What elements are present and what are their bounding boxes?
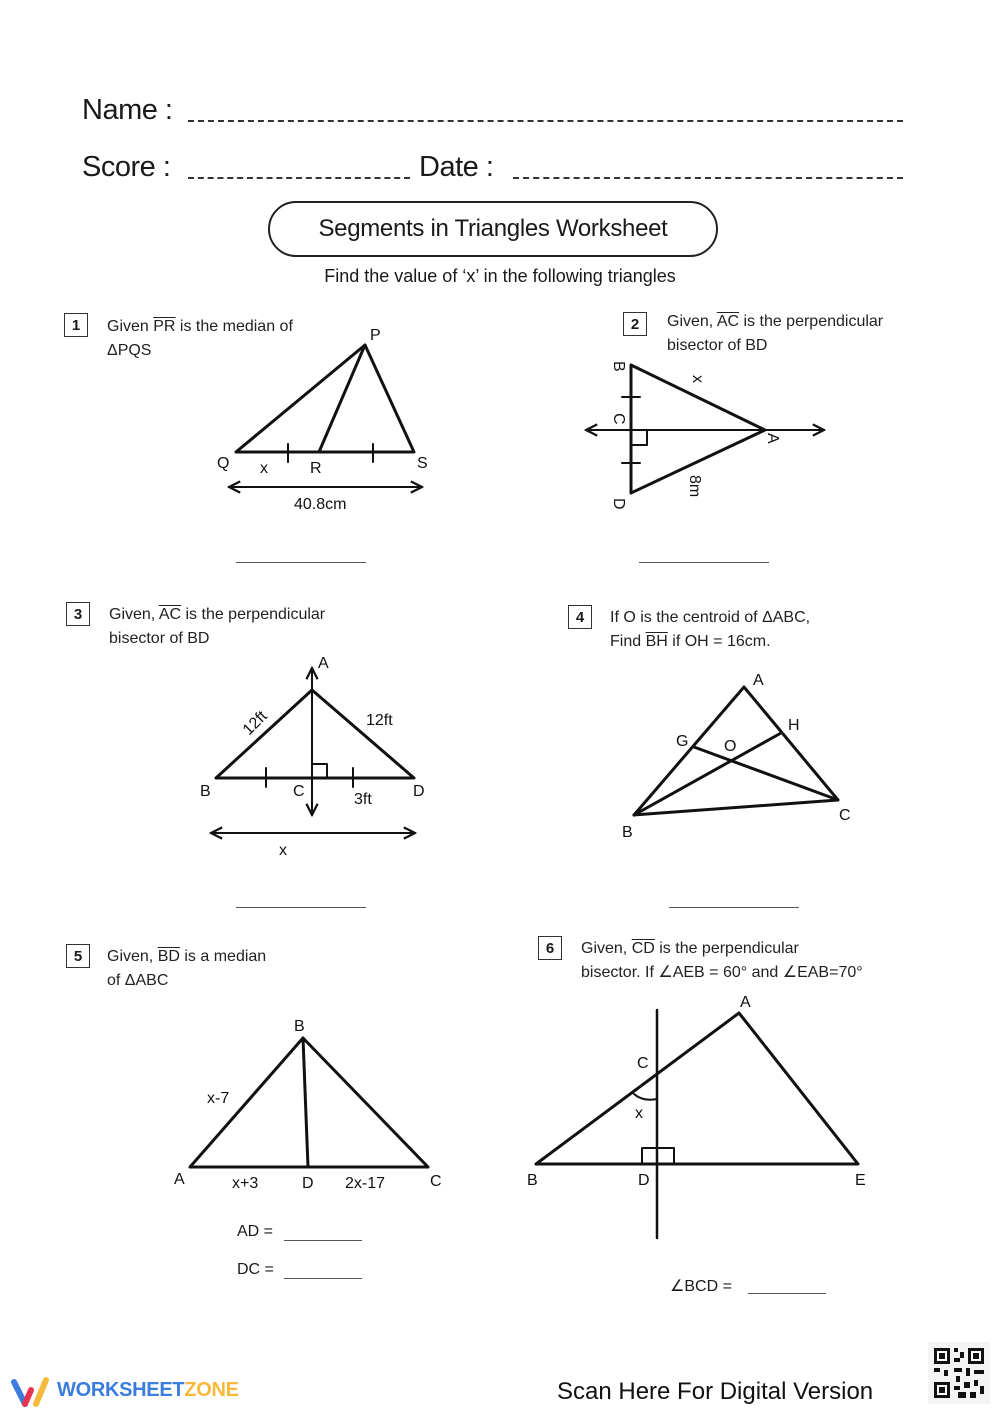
q1-text-post: is the median of [175, 318, 293, 335]
name-label: Name : [82, 94, 173, 126]
q3-label-c: C [293, 783, 305, 800]
question-6-text [581, 937, 863, 985]
ad-answer-line[interactable] [284, 1240, 362, 1241]
name-field[interactable] [188, 120, 903, 122]
q1-label-s: S [417, 455, 428, 472]
q5-label-dc: 2x-17 [345, 1175, 386, 1192]
q2-text-pre: Given, [667, 313, 717, 330]
q3-label-x: x [279, 842, 287, 859]
q6-label-d: D [638, 1172, 650, 1189]
triangle-bad [586, 365, 824, 493]
q4-text-pre: Find [610, 633, 646, 650]
q6-label-a: A [740, 994, 751, 1011]
q3-segment: $\overline{AC}$ [158, 606, 182, 623]
dc-answer-line[interactable] [284, 1278, 362, 1279]
q6-text-post: is the perpendicular [654, 940, 799, 957]
question-number-6: 6 [538, 936, 562, 960]
q4-text-post: if OH = 16cm. [667, 633, 771, 650]
instruction: Find the value of ‘x’ in the following triangles [324, 266, 676, 286]
question-4-text [610, 606, 810, 654]
q5-label-d: D [302, 1175, 314, 1192]
q1-label-x: x [260, 460, 268, 477]
brand-part2: ZONE [184, 1379, 239, 1401]
scan-text: Scan Here For Digital Version [557, 1378, 874, 1405]
q6-label-x: x [635, 1105, 643, 1122]
q1-text-line2: ΔPQS [107, 342, 152, 359]
brand-part1: WORKSHEET [57, 1379, 185, 1401]
q5-label-b: B [294, 1018, 305, 1035]
q6-label-e: E [855, 1172, 866, 1189]
triangle-abc-centroid [634, 687, 838, 815]
date-field[interactable] [513, 177, 903, 179]
q3-label-b: B [200, 783, 211, 800]
dc-answer-label: DC = [237, 1261, 274, 1278]
q3-label-ad: 12ft [366, 712, 393, 729]
q1-label-p: P [370, 327, 381, 344]
date-label: Date : [419, 151, 494, 183]
question-number-2: 2 [623, 312, 647, 336]
q4-segment: $\overline{BH}$ [645, 633, 668, 650]
q1-label-r: R [310, 460, 322, 477]
q5-segment: $\overline{BD}$ [157, 948, 180, 965]
q4-label-h: H [788, 717, 800, 734]
q3-text-post: is the perpendicular [181, 606, 326, 623]
q2-label-b: B [610, 361, 627, 372]
q5-text-pre: Given, [107, 948, 158, 965]
q3-label-cd: 3ft [354, 791, 372, 808]
q2-label-c: C [610, 413, 627, 425]
question-number-1: 1 [64, 313, 88, 337]
answer-line-1[interactable] [236, 562, 366, 563]
q2-segment: $\overline{AC}$ [716, 313, 740, 330]
q2-label-a: A [764, 433, 781, 444]
q2-label-x: x [689, 375, 706, 383]
q3-label-ab: 12ft [239, 707, 271, 739]
worksheet-title: Segments in Triangles Worksheet [268, 201, 718, 257]
score-field[interactable] [188, 177, 410, 179]
q5-label-c: C [430, 1173, 442, 1190]
q4-label-b: B [622, 824, 633, 841]
brand-name[interactable] [57, 1379, 239, 1402]
q1-text-pre: Given [107, 318, 154, 335]
triangle-abd [211, 668, 415, 833]
question-number-5: 5 [66, 944, 90, 968]
question-1-text [107, 315, 293, 363]
answer-line-4[interactable] [669, 907, 799, 908]
answer-line-3[interactable] [236, 907, 366, 908]
question-2-text [667, 310, 883, 358]
ad-answer-label: AD = [237, 1223, 274, 1240]
q2-text-line2: bisector of BD [667, 337, 768, 354]
question-3-text [109, 603, 325, 651]
q5-label-a: A [174, 1171, 185, 1188]
q5-label-ad: x+3 [232, 1175, 259, 1192]
q1-label-length: 40.8cm [294, 496, 347, 513]
q6-label-b: B [527, 1172, 538, 1189]
q6-label-c: C [637, 1055, 649, 1072]
q3-label-a: A [318, 655, 329, 672]
q6-text-pre: Given, [581, 940, 632, 957]
triangle-abc-median [190, 1038, 428, 1167]
q3-text-line2: bisector of BD [109, 630, 210, 647]
q6-segment: $\overline{CD}$ [631, 940, 655, 957]
q4-label-c: C [839, 807, 851, 824]
question-number-4: 4 [568, 605, 592, 629]
triangle-pqs [229, 345, 422, 487]
q5-text-line2: of ΔABC [107, 972, 169, 989]
q6-text-line2: bisector. If ∠AEB = 60° and ∠EAB=70° [581, 964, 863, 981]
q2-text-post: is the perpendicular [739, 313, 884, 330]
q3-text-pre: Given, [109, 606, 159, 623]
q4-label-o: O [724, 738, 737, 755]
q1-label-q: Q [217, 455, 230, 472]
worksheetzone-logo-icon [8, 1374, 60, 1410]
q4-label-g: G [676, 733, 689, 750]
q5-label-ab: x-7 [207, 1090, 230, 1107]
q1-segment: $\overline{PR}$ [153, 318, 176, 335]
qr-code-icon[interactable] [928, 1342, 990, 1404]
bcd-answer-label: ∠BCD = [670, 1278, 732, 1295]
score-label: Score : [82, 151, 171, 183]
q3-label-d: D [413, 783, 425, 800]
q5-text-post: is a median [179, 948, 267, 965]
answer-line-2[interactable] [639, 562, 769, 563]
q2-label-d: D [610, 498, 627, 510]
question-number-3: 3 [66, 602, 90, 626]
q2-label-side: 8m [686, 475, 703, 498]
triangle-abe [536, 1010, 858, 1238]
bcd-answer-line[interactable] [748, 1293, 826, 1294]
q4-text-line1: If O is the centroid of ΔABC, [610, 609, 811, 626]
question-5-text [107, 945, 266, 993]
q4-label-a: A [753, 672, 764, 689]
